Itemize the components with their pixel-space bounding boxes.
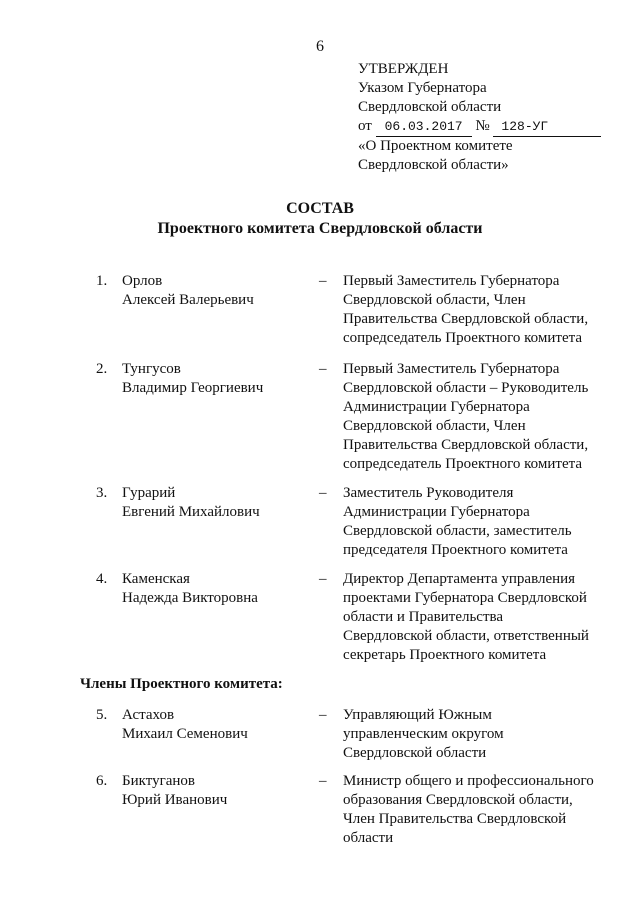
position-line: Свердловской области, Член bbox=[343, 292, 526, 308]
member-given-names: Алексей Валерьевич bbox=[122, 292, 254, 308]
position-line: Правительства Свердловской области, bbox=[343, 311, 589, 327]
member-surname: Тунгусов bbox=[122, 361, 181, 377]
position-line: Свердловской области bbox=[343, 745, 487, 761]
member-number: 5. bbox=[96, 707, 108, 723]
member-position bbox=[343, 360, 613, 474]
position-line: сопредседатель Проектного комитета bbox=[343, 330, 583, 346]
position-line: сопредседатель Проектного комитета bbox=[343, 456, 583, 472]
member-number: 2. bbox=[96, 361, 108, 377]
position-line: Директор Департамента управления bbox=[343, 571, 576, 587]
approval-stamp bbox=[358, 60, 601, 175]
member-given-names: Юрий Иванович bbox=[122, 792, 228, 808]
approval-number-label: № bbox=[475, 118, 490, 134]
member-surname: Биктуганов bbox=[122, 773, 196, 789]
member-number: 6. bbox=[96, 773, 108, 789]
member-surname: Орлов bbox=[122, 273, 163, 289]
document-title: СОСТАВ bbox=[286, 200, 354, 217]
member-name bbox=[122, 570, 302, 608]
position-line: Свердловской области, заместитель bbox=[343, 523, 572, 539]
position-line: управленческим округом bbox=[343, 726, 504, 742]
position-line: образования Свердловской области, bbox=[343, 792, 573, 808]
approval-line-subject-2: Свердловской области» bbox=[358, 157, 509, 173]
position-line: Управляющий Южным bbox=[343, 707, 492, 723]
dash-separator: – bbox=[319, 571, 327, 587]
member-position bbox=[343, 772, 613, 848]
approval-line-date-number bbox=[358, 117, 601, 137]
member-position bbox=[343, 484, 613, 560]
position-line: проектами Губернатора Свердловской bbox=[343, 590, 587, 606]
dash-separator: – bbox=[319, 361, 327, 377]
member-surname: Астахов bbox=[122, 707, 175, 723]
page-number: 6 bbox=[316, 38, 324, 55]
member-position bbox=[343, 570, 613, 665]
position-line: Заместитель Руководителя bbox=[343, 485, 514, 501]
member-position bbox=[343, 272, 613, 348]
dash-separator: – bbox=[319, 485, 327, 501]
member-given-names: Евгений Михайлович bbox=[122, 504, 260, 520]
position-line: Свердловской области – Руководитель bbox=[343, 380, 589, 396]
position-line: области и Правительства bbox=[343, 609, 504, 625]
member-name bbox=[122, 272, 302, 310]
member-name bbox=[122, 772, 302, 810]
approval-line-decree: Указом Губернатора bbox=[358, 80, 487, 96]
member-given-names: Михаил Семенович bbox=[122, 726, 248, 742]
position-line: Свердловской области, Член bbox=[343, 418, 526, 434]
position-line: Администрации Губернатора bbox=[343, 399, 530, 415]
position-line: Администрации Губернатора bbox=[343, 504, 530, 520]
approval-line-subject: «О Проектном комитете bbox=[358, 138, 513, 154]
member-name bbox=[122, 360, 302, 398]
member-number: 1. bbox=[96, 273, 108, 289]
dash-separator: – bbox=[319, 707, 327, 723]
approval-date: 06.03.2017 bbox=[376, 117, 472, 137]
approval-line-region: Свердловской области bbox=[358, 99, 502, 115]
position-line: секретарь Проектного комитета bbox=[343, 647, 547, 663]
member-position bbox=[343, 706, 613, 763]
position-line: Первый Заместитель Губернатора bbox=[343, 361, 560, 377]
position-line: председателя Проектного комитета bbox=[343, 542, 568, 558]
position-line: Первый Заместитель Губернатора bbox=[343, 273, 560, 289]
position-line: области bbox=[343, 830, 394, 846]
document-subtitle: Проектного комитета Свердловской области bbox=[157, 220, 483, 237]
member-surname: Каменская bbox=[122, 571, 190, 587]
member-given-names: Надежда Викторовна bbox=[122, 590, 258, 606]
position-line: Свердловской области, ответственный bbox=[343, 628, 589, 644]
dash-separator: – bbox=[319, 773, 327, 789]
position-line: Член Правительства Свердловской bbox=[343, 811, 567, 827]
member-given-names: Владимир Георгиевич bbox=[122, 380, 264, 396]
members-section-heading: Члены Проектного комитета: bbox=[80, 676, 283, 692]
member-name bbox=[122, 706, 302, 744]
position-line: Министр общего и профессионального bbox=[343, 773, 594, 789]
approval-line-approved: УТВЕРЖДЕН bbox=[358, 61, 449, 77]
member-number: 4. bbox=[96, 571, 108, 587]
approval-number: 128-УГ bbox=[493, 117, 601, 137]
member-name bbox=[122, 484, 302, 522]
approval-from-label: от bbox=[358, 118, 372, 134]
position-line: Правительства Свердловской области, bbox=[343, 437, 589, 453]
dash-separator: – bbox=[319, 273, 327, 289]
member-number: 3. bbox=[96, 485, 108, 501]
member-surname: Гурарий bbox=[122, 485, 176, 501]
